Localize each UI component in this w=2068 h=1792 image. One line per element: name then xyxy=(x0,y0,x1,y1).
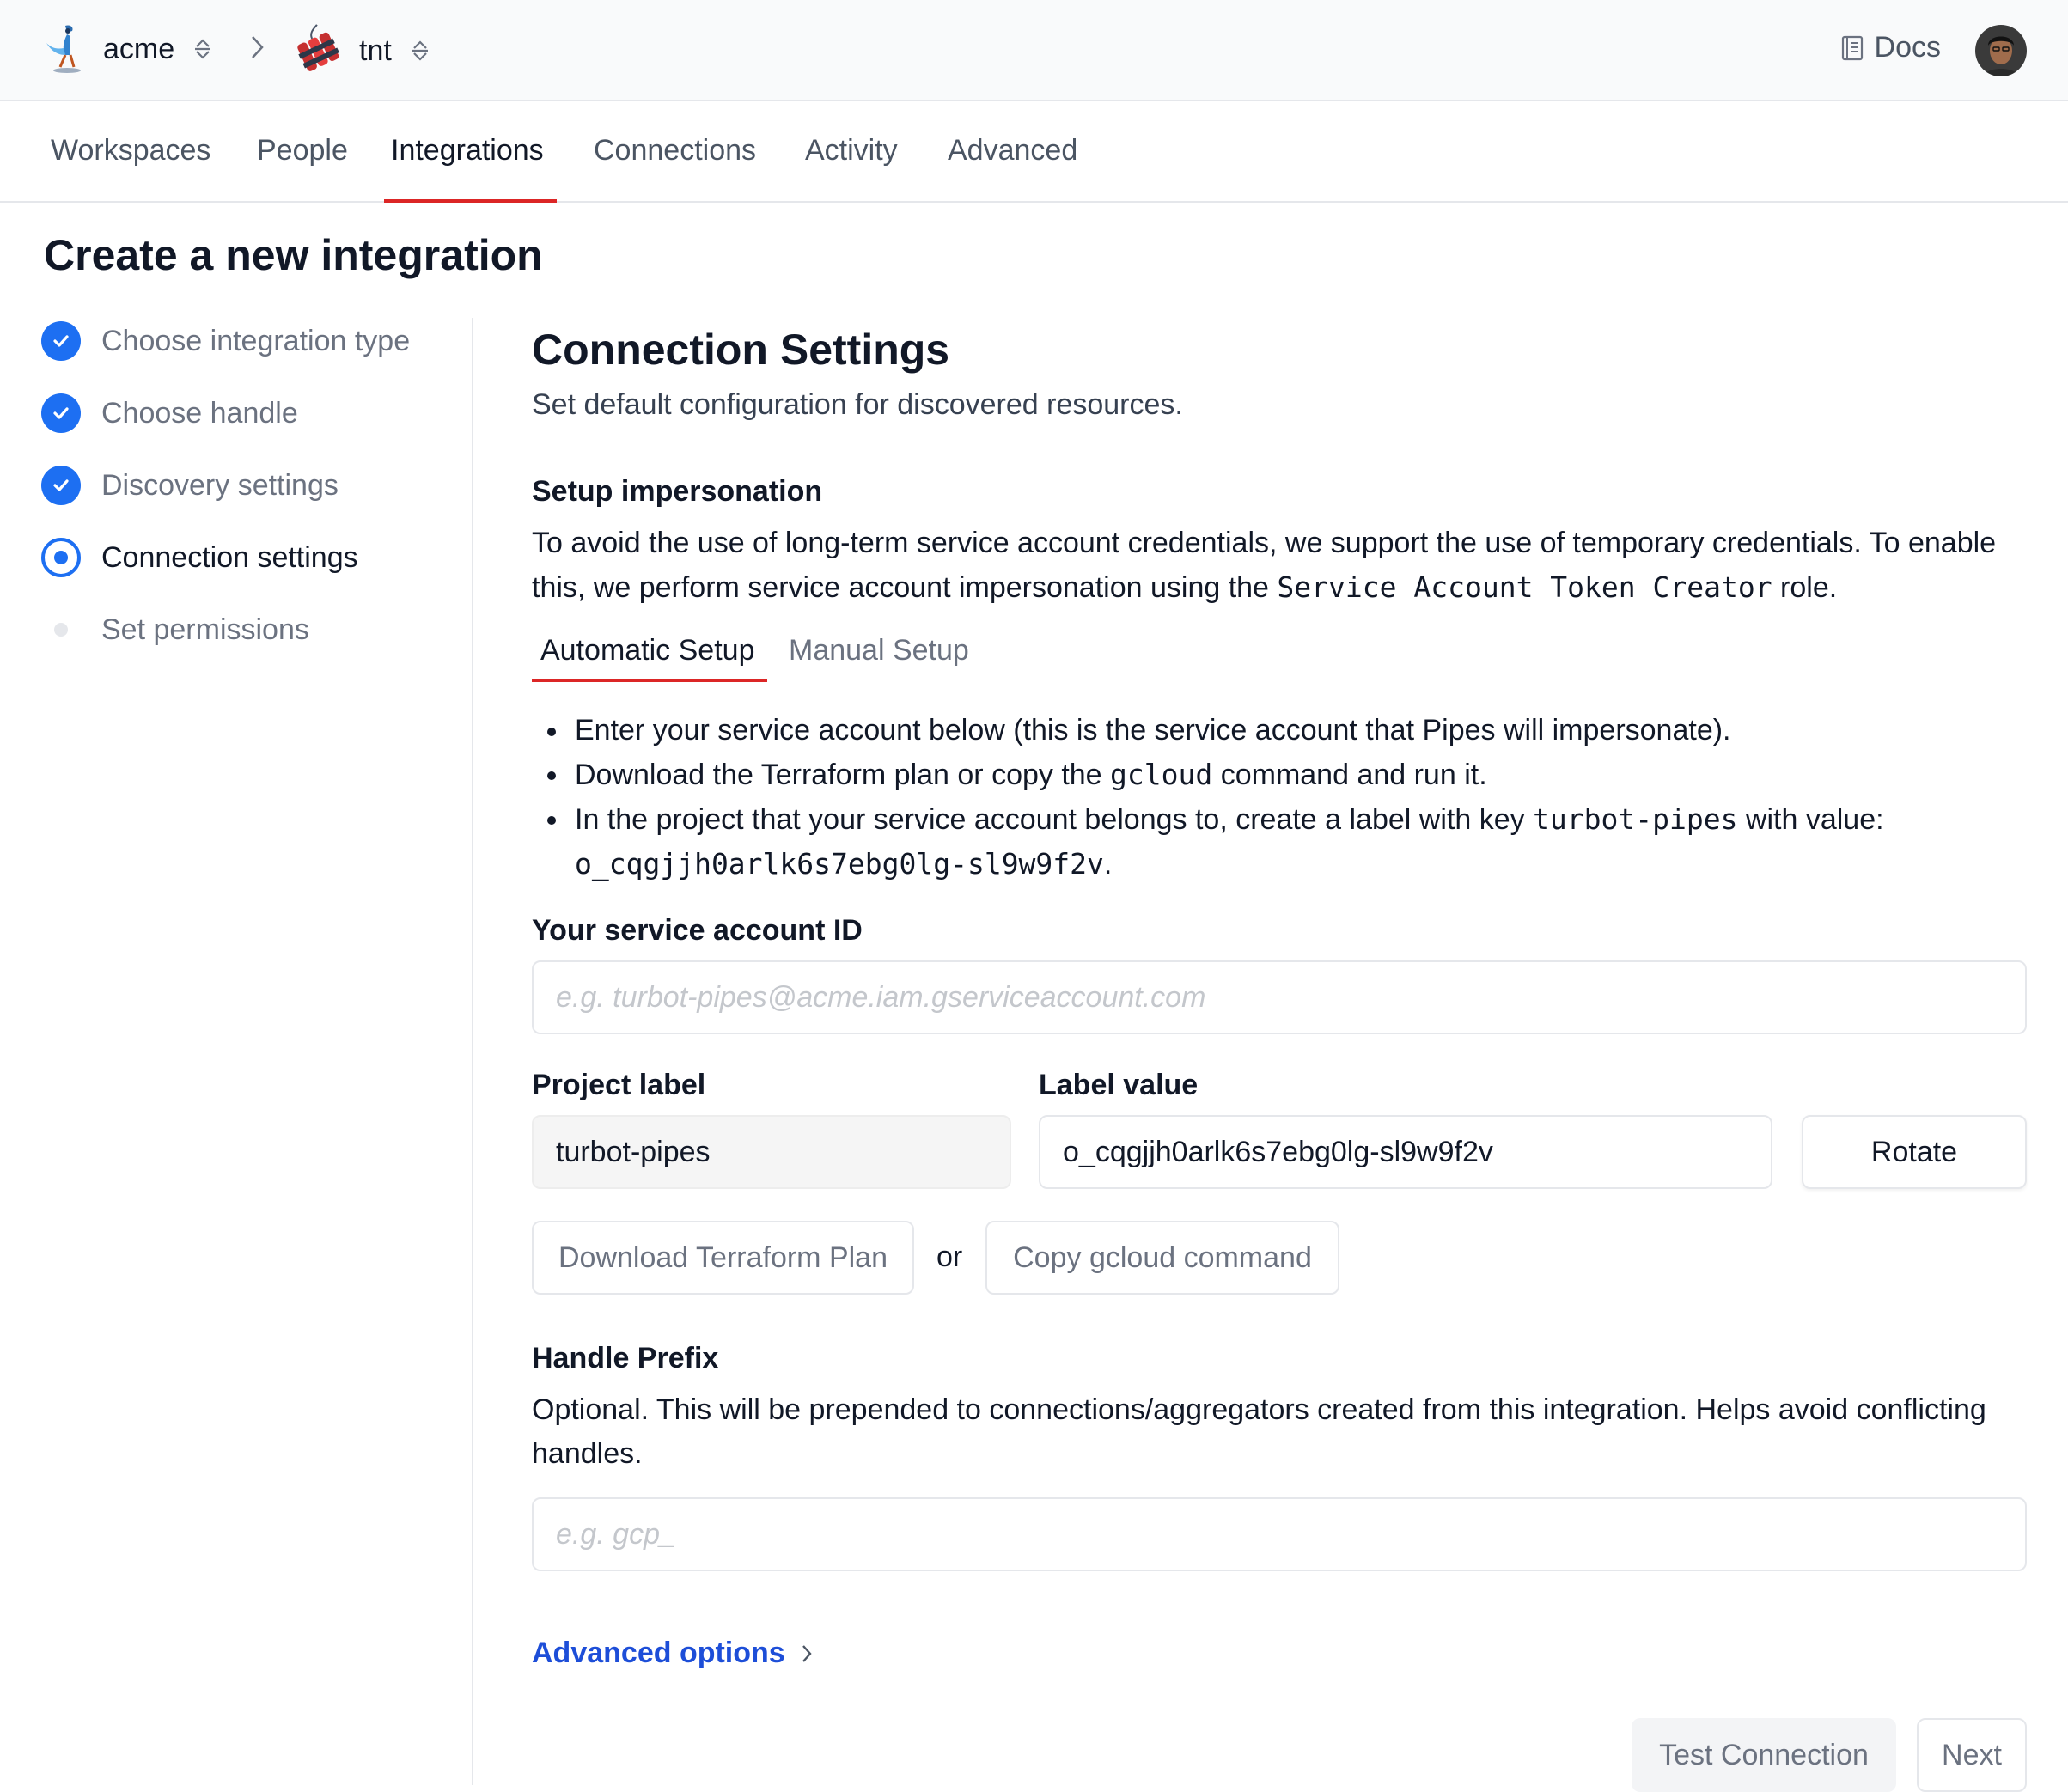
org-switcher[interactable] xyxy=(45,22,212,76)
vertical-divider xyxy=(472,318,473,1785)
top-bar xyxy=(0,0,2068,101)
tab-connections[interactable]: Connections xyxy=(594,134,757,167)
check-circle-icon xyxy=(41,321,81,361)
section-heading: Connection Settings xyxy=(532,326,950,374)
pending-step-icon xyxy=(41,610,81,649)
main-nav xyxy=(0,101,2068,203)
or-separator: or xyxy=(936,1240,963,1273)
advanced-options-toggle[interactable] xyxy=(532,1637,813,1670)
chevron-right-icon xyxy=(249,33,266,62)
handle-prefix-description: Optional. This will be prepended to connections/aggregators created from this integration. Helps avoid conflicting handles. xyxy=(532,1393,1986,1470)
next-button[interactable]: Next xyxy=(1917,1718,2027,1792)
org-logo-icon xyxy=(45,22,88,76)
workspace-logo-icon xyxy=(294,24,347,77)
docs-link[interactable] xyxy=(1840,31,1941,64)
step-label: Discovery settings xyxy=(101,468,339,502)
setup-instructions xyxy=(544,709,2022,887)
step-set-permissions xyxy=(41,610,309,649)
selector-arrows-icon xyxy=(193,36,212,62)
step-label: Set permissions xyxy=(101,613,309,646)
list-item: Enter your service account below (this is the service account that Pipes will impersonate). xyxy=(544,709,2022,753)
org-name: acme xyxy=(103,32,175,65)
workspace-switcher[interactable] xyxy=(294,24,430,77)
chevron-right-icon xyxy=(801,1643,813,1665)
list-item: Download the Terraform plan or copy the gcloud command and run it. xyxy=(544,753,2022,797)
label-value-label: Label value xyxy=(1039,1069,1199,1101)
impersonation-title: Setup impersonation xyxy=(532,475,823,508)
tab-people[interactable]: People xyxy=(257,134,348,167)
book-icon xyxy=(1840,34,1864,62)
section-subheading: Set default configuration for discovered resources. xyxy=(532,388,1183,421)
label-value-field[interactable]: o_cqgjjh0arlk6s7ebg0lg-sl9w9f2v xyxy=(1039,1115,1772,1189)
page-title: Create a new integration xyxy=(44,231,543,279)
copy-gcloud-command-button[interactable]: Copy gcloud command xyxy=(985,1221,1339,1295)
tab-manual-setup[interactable]: Manual Setup xyxy=(789,634,969,667)
test-connection-button[interactable]: Test Connection xyxy=(1632,1718,1896,1792)
rotate-button[interactable]: Rotate xyxy=(1802,1115,2027,1189)
user-avatar[interactable] xyxy=(1975,25,2027,76)
service-account-label: Your service account ID xyxy=(532,914,863,947)
tab-workspaces[interactable]: Workspaces xyxy=(51,134,211,167)
download-terraform-plan-button[interactable]: Download Terraform Plan xyxy=(532,1221,914,1295)
active-tab-indicator xyxy=(384,199,557,203)
service-account-input[interactable]: e.g. turbot-pipes@acme.iam.gserviceaccount.com xyxy=(532,960,2027,1034)
tab-advanced[interactable]: Advanced xyxy=(948,134,1078,167)
check-circle-icon xyxy=(41,393,81,433)
step-label: Choose integration type xyxy=(101,324,411,357)
role-code: Service Account Token Creator xyxy=(1277,570,1772,604)
docs-label: Docs xyxy=(1874,31,1941,64)
avatar-image xyxy=(1975,25,2027,76)
project-label-field: turbot-pipes xyxy=(532,1115,1011,1189)
list-item: In the project that your service account belongs to, create a label with key turbot-pipes with value: o_cqgjjh0arlk6s7ebg0lg-sl9w9f2v. xyxy=(544,797,2022,887)
current-step-icon xyxy=(41,538,81,577)
tab-integrations[interactable]: Integrations xyxy=(391,134,544,167)
handle-prefix-label: Handle Prefix xyxy=(532,1342,719,1374)
step-label: Choose handle xyxy=(101,396,298,430)
active-subtab-indicator xyxy=(532,679,767,682)
step-connection-settings[interactable] xyxy=(41,538,358,577)
workspace-name: tnt xyxy=(359,34,392,67)
step-label: Connection settings xyxy=(101,540,358,574)
handle-prefix-input[interactable]: e.g. gcp_ xyxy=(532,1497,2027,1571)
breadcrumb-separator xyxy=(249,33,266,62)
tab-automatic-setup[interactable]: Automatic Setup xyxy=(540,634,755,667)
step-discovery-settings[interactable] xyxy=(41,466,339,505)
step-choose-integration-type[interactable] xyxy=(41,321,410,361)
step-choose-handle[interactable] xyxy=(41,393,298,433)
selector-arrows-icon xyxy=(411,38,430,64)
project-label-label: Project label xyxy=(532,1069,706,1101)
advanced-options-label: Advanced options xyxy=(532,1637,785,1669)
check-circle-icon xyxy=(41,466,81,505)
impersonation-description: To avoid the use of long-term service account credentials, we support the use of temporary credentials. To enable this, we perform service account impersonation using the Service Account Token Creator role. xyxy=(532,527,1997,604)
tab-activity[interactable]: Activity xyxy=(805,134,898,167)
